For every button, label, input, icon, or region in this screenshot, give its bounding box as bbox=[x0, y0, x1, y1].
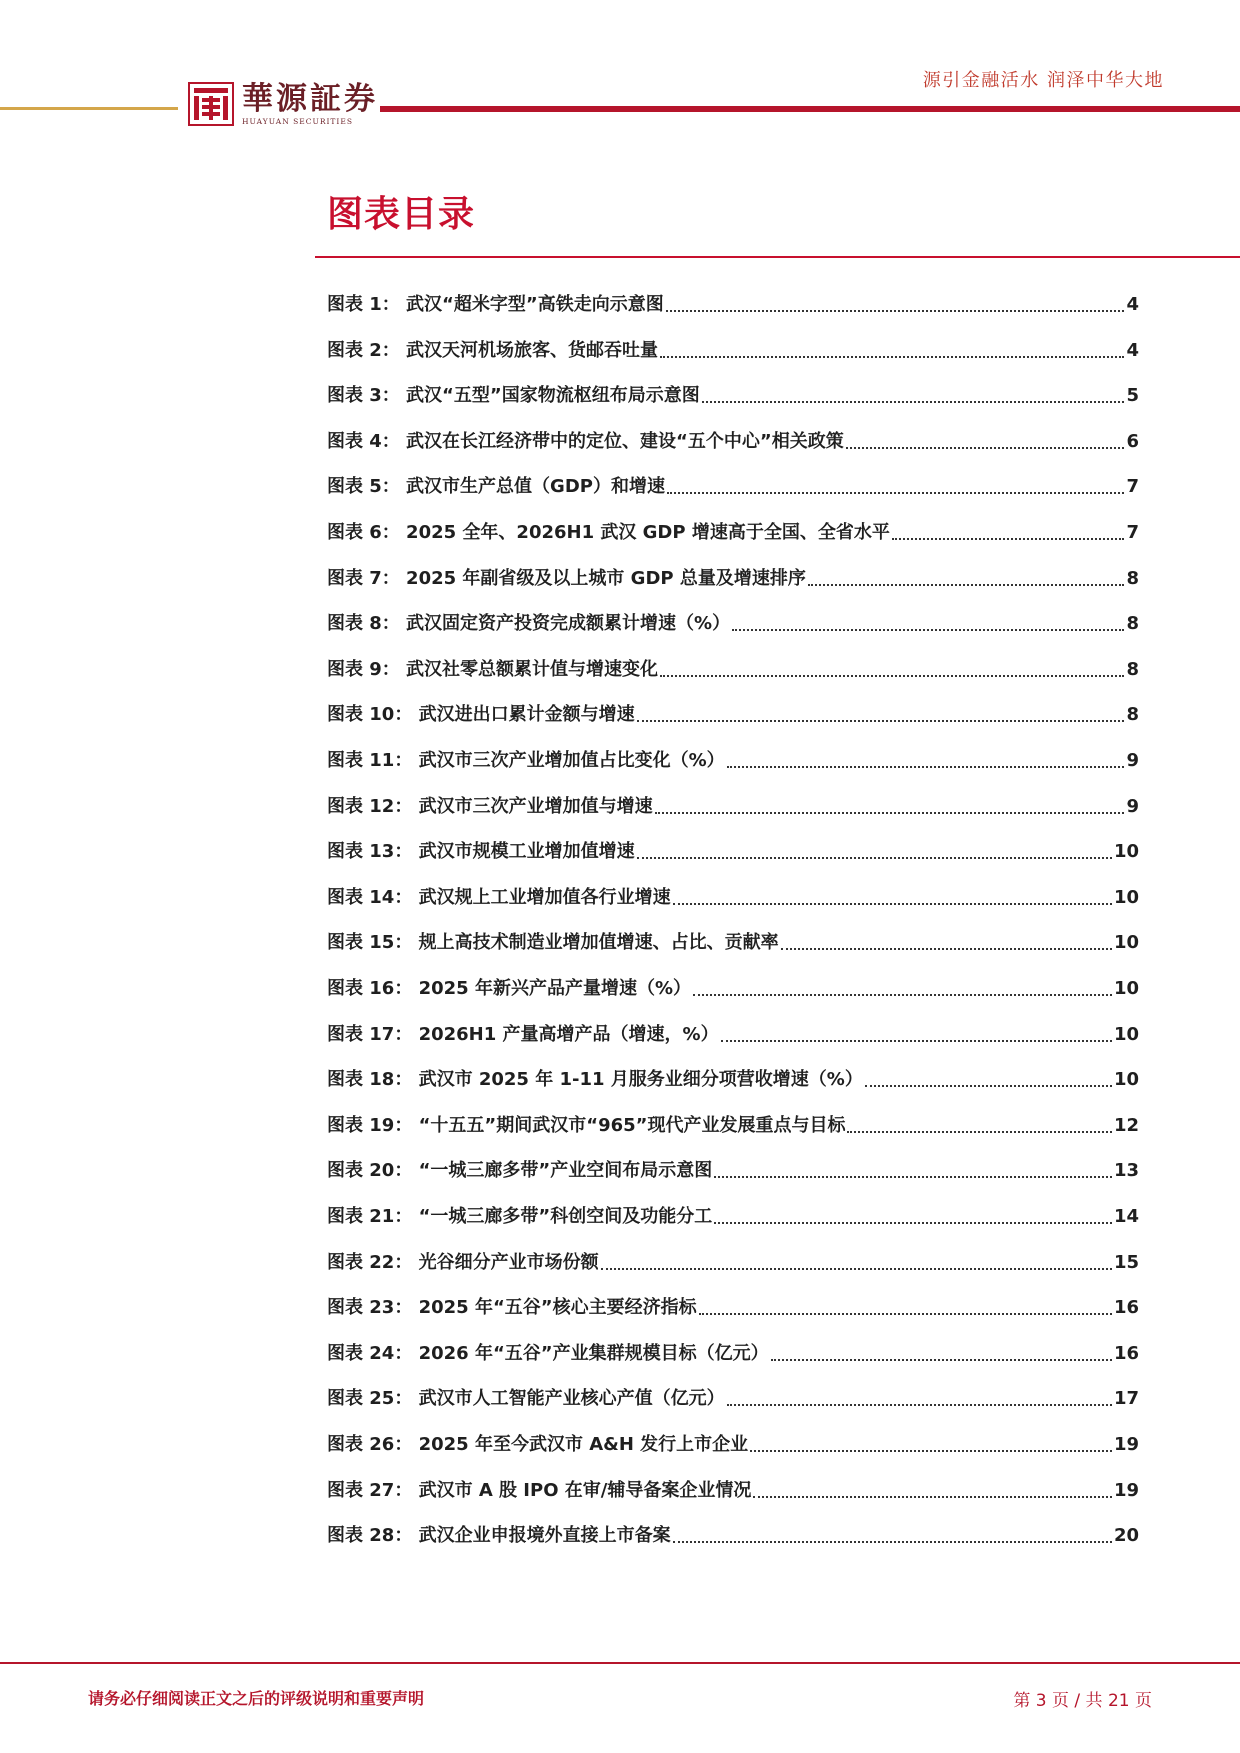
toc-leader-dots bbox=[714, 1222, 1112, 1224]
toc-entry-label: 图表 14： 武汉规上工业增加值各行业增速 bbox=[327, 886, 671, 908]
toc-entry[interactable] bbox=[327, 1111, 1139, 1141]
toc-entry[interactable] bbox=[327, 1156, 1139, 1186]
toc-entry[interactable] bbox=[327, 655, 1139, 685]
toc-entry-page: 7 bbox=[1126, 476, 1139, 498]
toc-entry-label: 图表 16： 2025 年新兴产品产量增速（%） bbox=[327, 978, 691, 999]
toc-entry-page: 16 bbox=[1113, 1297, 1139, 1319]
toc-entry-page: 20 bbox=[1113, 1525, 1139, 1547]
toc-entry-label: 图表 2： 武汉天河机场旅客、货邮吞吐量 bbox=[327, 339, 659, 361]
toc-entry-page: 5 bbox=[1126, 385, 1139, 407]
toc-leader-dots bbox=[637, 857, 1112, 859]
toc-leader-dots bbox=[673, 1541, 1112, 1543]
toc-entry[interactable] bbox=[327, 700, 1139, 730]
toc-entry[interactable] bbox=[327, 928, 1139, 958]
toc-entry-label: 图表 15： 规上高技术制造业增加值增速、占比、贡献率 bbox=[327, 932, 779, 954]
logo-seal-icon bbox=[188, 82, 234, 126]
toc-entry[interactable] bbox=[327, 1020, 1139, 1050]
toc-leader-dots bbox=[714, 1176, 1112, 1178]
toc-entry[interactable] bbox=[327, 974, 1139, 1004]
toc-entry-label: 图表 23： 2025 年“五谷”核心主要经济指标 bbox=[327, 1297, 697, 1319]
toc-leader-dots bbox=[693, 994, 1112, 996]
toc-entry[interactable] bbox=[327, 1384, 1139, 1414]
toc-leader-dots bbox=[660, 675, 1124, 677]
toc-leader-dots bbox=[892, 538, 1125, 540]
logo-english-name: HUAYUAN SECURITIES bbox=[242, 117, 354, 126]
toc-entry-label: 图表 7： 2025 年副省级及以上城市 GDP 总量及增速排序 bbox=[327, 567, 806, 589]
toc-entry-page: 10 bbox=[1113, 932, 1139, 954]
toc-entry[interactable] bbox=[327, 564, 1139, 594]
toc-entry-label: 图表 6： 2025 全年、2026H1 武汉 GDP 增速高于全国、全省水平 bbox=[327, 522, 890, 543]
toc-entry[interactable] bbox=[327, 1202, 1139, 1232]
toc-entry[interactable] bbox=[327, 336, 1139, 366]
toc-entry[interactable] bbox=[327, 609, 1139, 639]
toc-entry[interactable] bbox=[327, 792, 1139, 822]
toc-entry-page: 10 bbox=[1113, 1023, 1139, 1045]
toc-leader-dots bbox=[727, 766, 1125, 768]
toc-entry-label: 图表 4： 武汉在长江经济带中的定位、建设“五个中心”相关政策 bbox=[327, 430, 844, 452]
toc-entry-page: 12 bbox=[1113, 1114, 1139, 1136]
page-title: 图表目录 bbox=[327, 194, 476, 235]
toc-entry-page: 19 bbox=[1113, 1479, 1139, 1501]
toc-entry-page: 14 bbox=[1113, 1206, 1139, 1227]
page-header bbox=[0, 0, 1240, 140]
toc-entry-label: 图表 20： “一城三廊多带”产业空间布局示意图 bbox=[327, 1160, 713, 1182]
toc-entry[interactable] bbox=[327, 1430, 1139, 1460]
toc-entry-label: 图表 12： 武汉市三次产业增加值与增速 bbox=[327, 795, 653, 817]
toc-entry-label: 图表 11： 武汉市三次产业增加值占比变化（%） bbox=[327, 750, 725, 771]
toc-entry[interactable] bbox=[327, 1293, 1139, 1323]
footer-disclaimer: 请务必仔细阅读正文之后的评级说明和重要声明 bbox=[88, 1689, 425, 1708]
toc-leader-dots bbox=[699, 1313, 1112, 1315]
company-logo bbox=[188, 82, 378, 126]
toc-entry-page: 9 bbox=[1126, 795, 1139, 817]
toc-entry-label: 图表 9： 武汉社零总额累计值与增速变化 bbox=[327, 658, 659, 680]
toc-entry-page: 19 bbox=[1113, 1434, 1139, 1455]
toc-entry[interactable] bbox=[327, 1339, 1139, 1369]
toc-leader-dots bbox=[637, 720, 1125, 722]
toc-entry[interactable] bbox=[327, 1248, 1139, 1278]
toc-entry[interactable] bbox=[327, 1476, 1139, 1506]
toc-entry-page: 13 bbox=[1113, 1160, 1139, 1182]
toc-leader-dots bbox=[601, 1268, 1112, 1270]
toc-entry-page: 8 bbox=[1126, 613, 1139, 635]
toc-entry-label: 图表 5： 武汉市生产总值（GDP）和增速 bbox=[327, 476, 665, 498]
toc-leader-dots bbox=[732, 629, 1124, 631]
header-gold-rule bbox=[0, 107, 178, 110]
toc-entry-page: 10 bbox=[1113, 978, 1139, 999]
toc-entry[interactable] bbox=[327, 427, 1139, 457]
logo-chinese-name: 華源証券 bbox=[242, 81, 378, 117]
footer-rule bbox=[0, 1662, 1240, 1664]
toc-leader-dots bbox=[667, 492, 1125, 494]
toc-entry[interactable] bbox=[327, 837, 1139, 867]
toc-leader-dots bbox=[673, 903, 1112, 905]
toc-entry[interactable] bbox=[327, 746, 1139, 776]
toc-leader-dots bbox=[753, 1496, 1112, 1498]
toc-entry-label: 图表 8： 武汉固定资产投资完成额累计增速（%） bbox=[327, 613, 731, 635]
toc-entry-page: 10 bbox=[1113, 1069, 1139, 1091]
toc-leader-dots bbox=[846, 447, 1125, 449]
toc-entry-page: 17 bbox=[1113, 1388, 1139, 1410]
toc-entry-page: 6 bbox=[1126, 430, 1139, 452]
page-number: 第 3 页 / 共 21 页 bbox=[1013, 1691, 1152, 1711]
toc-entry[interactable] bbox=[327, 1521, 1139, 1551]
toc-entry[interactable] bbox=[327, 290, 1139, 320]
toc-entry-label: 图表 28： 武汉企业申报境外直接上市备案 bbox=[327, 1525, 671, 1547]
toc-leader-dots bbox=[655, 812, 1125, 814]
toc-entry-page: 10 bbox=[1113, 841, 1139, 863]
toc-leader-dots bbox=[666, 310, 1125, 312]
toc-entry-label: 图表 10： 武汉进出口累计金额与增速 bbox=[327, 704, 635, 726]
toc-leader-dots bbox=[847, 1131, 1111, 1133]
toc-entry-page: 15 bbox=[1113, 1251, 1139, 1273]
toc-entry-label: 图表 21： “一城三廊多带”科创空间及功能分工 bbox=[327, 1206, 713, 1227]
toc-entry-page: 8 bbox=[1126, 567, 1139, 589]
title-divider bbox=[315, 256, 1240, 258]
toc-entry-page: 4 bbox=[1126, 294, 1139, 315]
toc-entry-label: 图表 18： 武汉市 2025 年 1-11 月服务业细分项营收增速（%） bbox=[327, 1069, 863, 1091]
toc-entry-label: 图表 26： 2025 年至今武汉市 A&H 发行上市企业 bbox=[327, 1434, 749, 1455]
toc-entry[interactable] bbox=[327, 472, 1139, 502]
toc-leader-dots bbox=[808, 584, 1125, 586]
header-red-rule bbox=[380, 106, 1240, 112]
header-slogan: 源引金融活水 润泽中华大地 bbox=[922, 70, 1164, 91]
toc-entry[interactable] bbox=[327, 1065, 1139, 1095]
toc-entry-label: 图表 17： 2026H1 产量高增产品（增速，%） bbox=[327, 1023, 719, 1045]
toc-leader-dots bbox=[771, 1359, 1112, 1361]
toc-entry[interactable] bbox=[327, 381, 1139, 411]
toc-leader-dots bbox=[865, 1085, 1112, 1087]
toc-entry-page: 4 bbox=[1126, 339, 1139, 361]
toc-entry-page: 16 bbox=[1113, 1342, 1139, 1364]
toc-leader-dots bbox=[702, 401, 1125, 403]
toc-entry-label: 图表 3： 武汉“五型”国家物流枢纽布局示意图 bbox=[327, 385, 700, 407]
toc-entry-label: 图表 1： 武汉“超米字型”高铁走向示意图 bbox=[327, 294, 664, 315]
toc-entry-label: 图表 19： “十五五”期间武汉市“965”现代产业发展重点与目标 bbox=[327, 1114, 846, 1136]
toc-leader-dots bbox=[781, 948, 1112, 950]
toc-leader-dots bbox=[721, 1040, 1112, 1042]
toc-entry-page: 10 bbox=[1113, 886, 1139, 908]
toc-entry-label: 图表 13： 武汉市规模工业增加值增速 bbox=[327, 841, 635, 863]
toc-leader-dots bbox=[660, 356, 1124, 358]
toc-entry-label: 图表 24： 2026 年“五谷”产业集群规模目标（亿元） bbox=[327, 1342, 769, 1364]
toc-entry[interactable] bbox=[327, 883, 1139, 913]
toc-leader-dots bbox=[727, 1404, 1112, 1406]
toc-entry-page: 9 bbox=[1126, 750, 1139, 771]
toc-entry-label: 图表 22： 光谷细分产业市场份额 bbox=[327, 1251, 599, 1273]
toc-entry-label: 图表 27： 武汉市 A 股 IPO 在审/辅导备案企业情况 bbox=[327, 1479, 752, 1501]
toc-leader-dots bbox=[750, 1450, 1112, 1452]
toc-entry-page: 8 bbox=[1126, 658, 1139, 680]
toc-entry-page: 8 bbox=[1126, 704, 1139, 726]
toc-entry-label: 图表 25： 武汉市人工智能产业核心产值（亿元） bbox=[327, 1388, 725, 1410]
toc-entry[interactable] bbox=[327, 518, 1139, 548]
toc-entry-page: 7 bbox=[1126, 522, 1139, 543]
